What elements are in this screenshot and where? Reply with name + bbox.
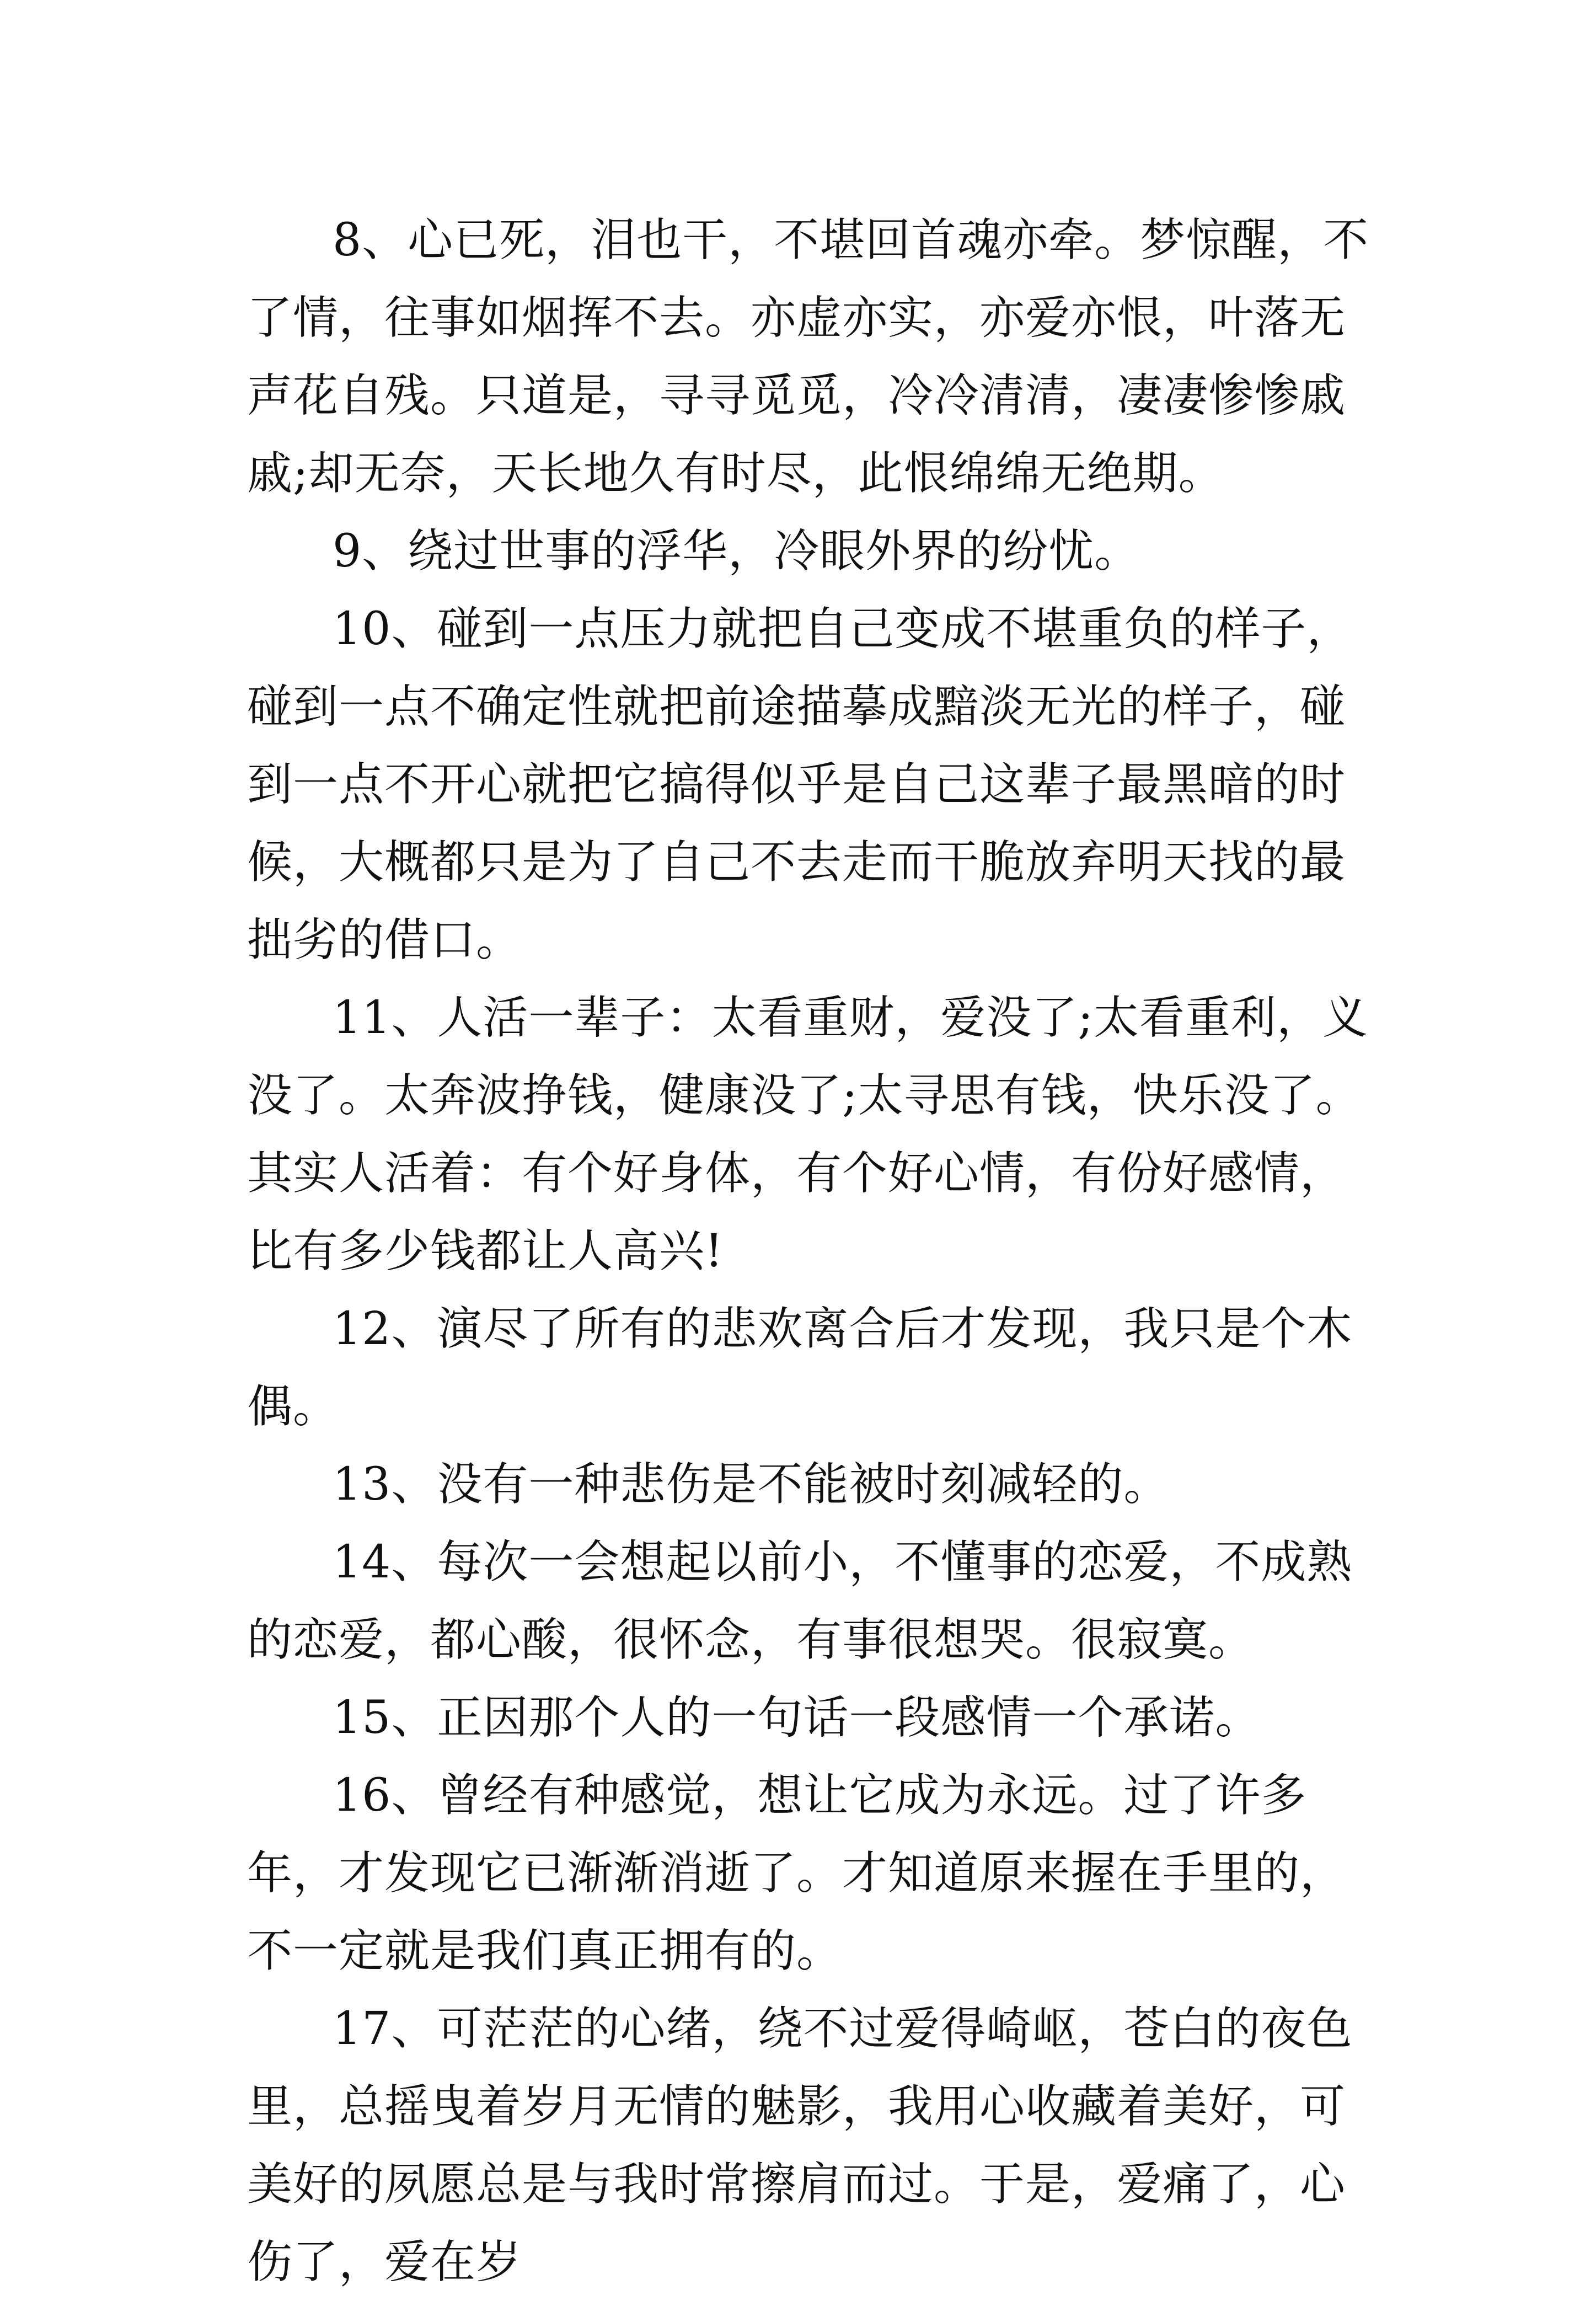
paragraph-8: 8、心已死，泪也干，不堪回首魂亦牵。梦惊醒，不了情，往事如烟挥不去。亦虚亦实，亦爱亦恨，叶落无声花自残。只道是，寻寻觅觅，冷冷清清，凄凄惨惨戚戚;却无奈，天长地久有时尽，此恨绵绵无绝期。: [247, 214, 1369, 500]
paragraph-9: 9、绕过世事的浮华，冷眼外界的纷忧。: [333, 525, 1140, 577]
paragraph-17: 17、可茫茫的心绪，绕不过爱得崎岖，苍白的夜色里，总摇曳着岁月无情的魅影，我用心收藏着美好，可美好的夙愿总是与我时常擦肩而过。于是，爱痛了，心伤了，爱在岁: [247, 2003, 1353, 2288]
document-body: [247, 201, 1372, 2301]
paragraph-15: 15、正因那个人的一句话一段感情一个承诺。: [333, 1692, 1261, 1744]
paragraph-11: 11、人活一辈子：太看重财，爱没了;太看重利，义没了。太奔波挣钱，健康没了;太寻思有钱，快乐没了。其实人活着：有个好身体，有个好心情，有份好感情，比有多少钱都让人高兴!: [247, 992, 1368, 1277]
paragraph-10: 10、碰到一点压力就把自己变成不堪重负的样子，碰到一点不确定性就把前途描摹成黯淡无光的样子，碰到一点不开心就把它搞得似乎是自己这辈子最黑暗的时候，大概都只是为了自己不去走而干脆放弃明天找的最拙劣的借口。: [247, 603, 1353, 966]
paragraph-16: 16、曾经有种感觉，想让它成为永远。过了许多年，才发现它已渐渐消逝了。才知道原来握在手里的，不一定就是我们真正拥有的。: [247, 1769, 1346, 1977]
paragraph-14: 14、每次一会想起以前小，不懂事的恋爱，不成熟的恋爱，都心酸，很怀念，有事很想哭。很寂寞。: [247, 1536, 1353, 1666]
paragraph-13: 13、没有一种悲伤是不能被时刻减轻的。: [333, 1458, 1170, 1511]
paragraph-12: 12、演尽了所有的悲欢离合后才发现，我只是个木偶。: [247, 1303, 1353, 1433]
